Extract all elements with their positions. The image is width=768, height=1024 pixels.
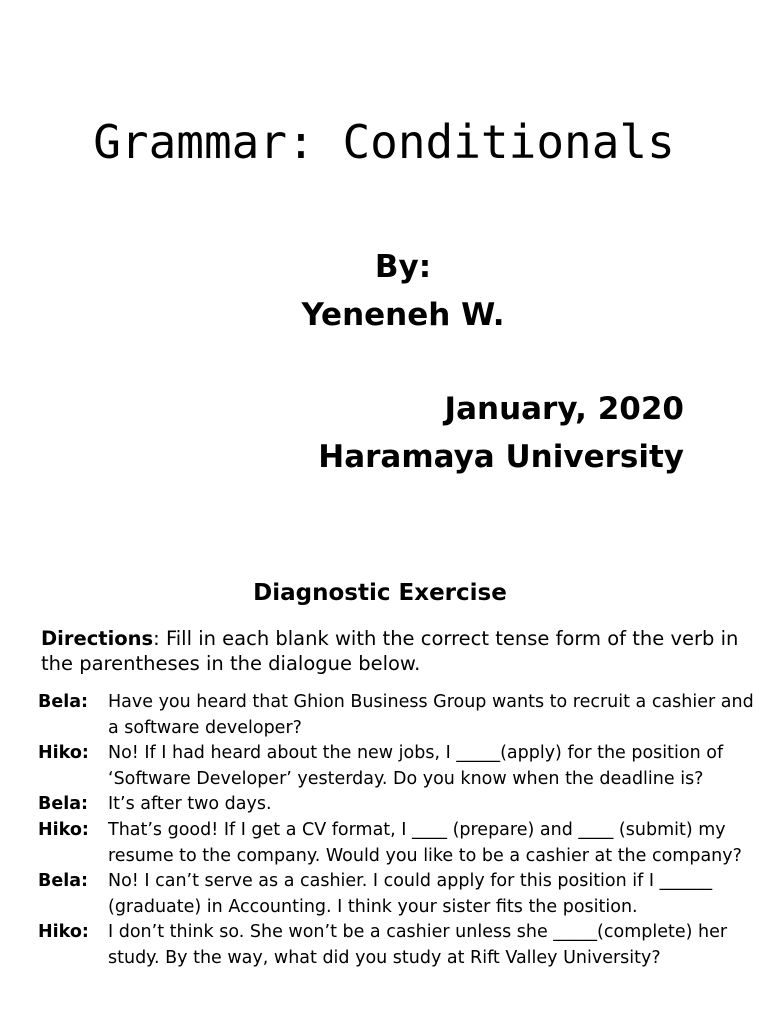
exercise-heading: Diagnostic Exercise (253, 580, 507, 606)
speech-text: No! If I had heard about the new jobs, I _____(apply) for the position of ‘Software Developer’ yesterday. Do you know when the deadline is? (108, 743, 724, 789)
speech-text: Have you heard that Ghion Business Group wants to recruit a cashier and a software developer? (108, 692, 754, 738)
speaker-label: Hiko: (38, 922, 89, 943)
dialogue-line (38, 920, 768, 971)
date-institution-block (200, 385, 684, 481)
speaker-label: Bela: (38, 692, 89, 712)
dialogue (38, 690, 768, 972)
author-block (0, 243, 768, 339)
dialogue-line (38, 690, 768, 741)
by-label: By: (374, 249, 432, 285)
speaker-label: Hiko: (38, 743, 89, 764)
speech-text: I don’t think so. She won’t be a cashier unless she _____(complete) her study. By the way, what did you study at Rift Valley University? (108, 922, 728, 968)
speech-text: No! I can’t serve as a cashier. I could apply for this position if I ______ (graduate) in Accounting. I think your sister fits the position. (108, 871, 713, 917)
author-name: Yeneneh W. (301, 297, 505, 333)
directions-text: : Fill in each blank with the correct tense form of the verb in the parentheses in the dialogue below. (41, 627, 739, 675)
institution: Haramaya University (318, 439, 684, 475)
dialogue-line (38, 741, 768, 792)
dialogue-line (38, 869, 768, 920)
dialogue-line (38, 818, 768, 869)
speaker-label: Hiko: (38, 819, 89, 840)
directions-paragraph (41, 626, 751, 676)
dialogue-line (38, 792, 768, 818)
date: January, 2020 (444, 391, 684, 427)
speaker-label: Bela: (38, 871, 89, 892)
speech-text: It’s after two days. (108, 794, 272, 815)
speaker-label: Bela: (38, 794, 89, 815)
speech-text: That’s good! If I get a CV format, I ____ (prepare) and ____ (submit) my resume to the company. Would you like to be a cashier at the company? (108, 819, 742, 866)
page-title: Grammar: Conditionals (93, 115, 675, 169)
directions-label: Directions (41, 627, 154, 650)
